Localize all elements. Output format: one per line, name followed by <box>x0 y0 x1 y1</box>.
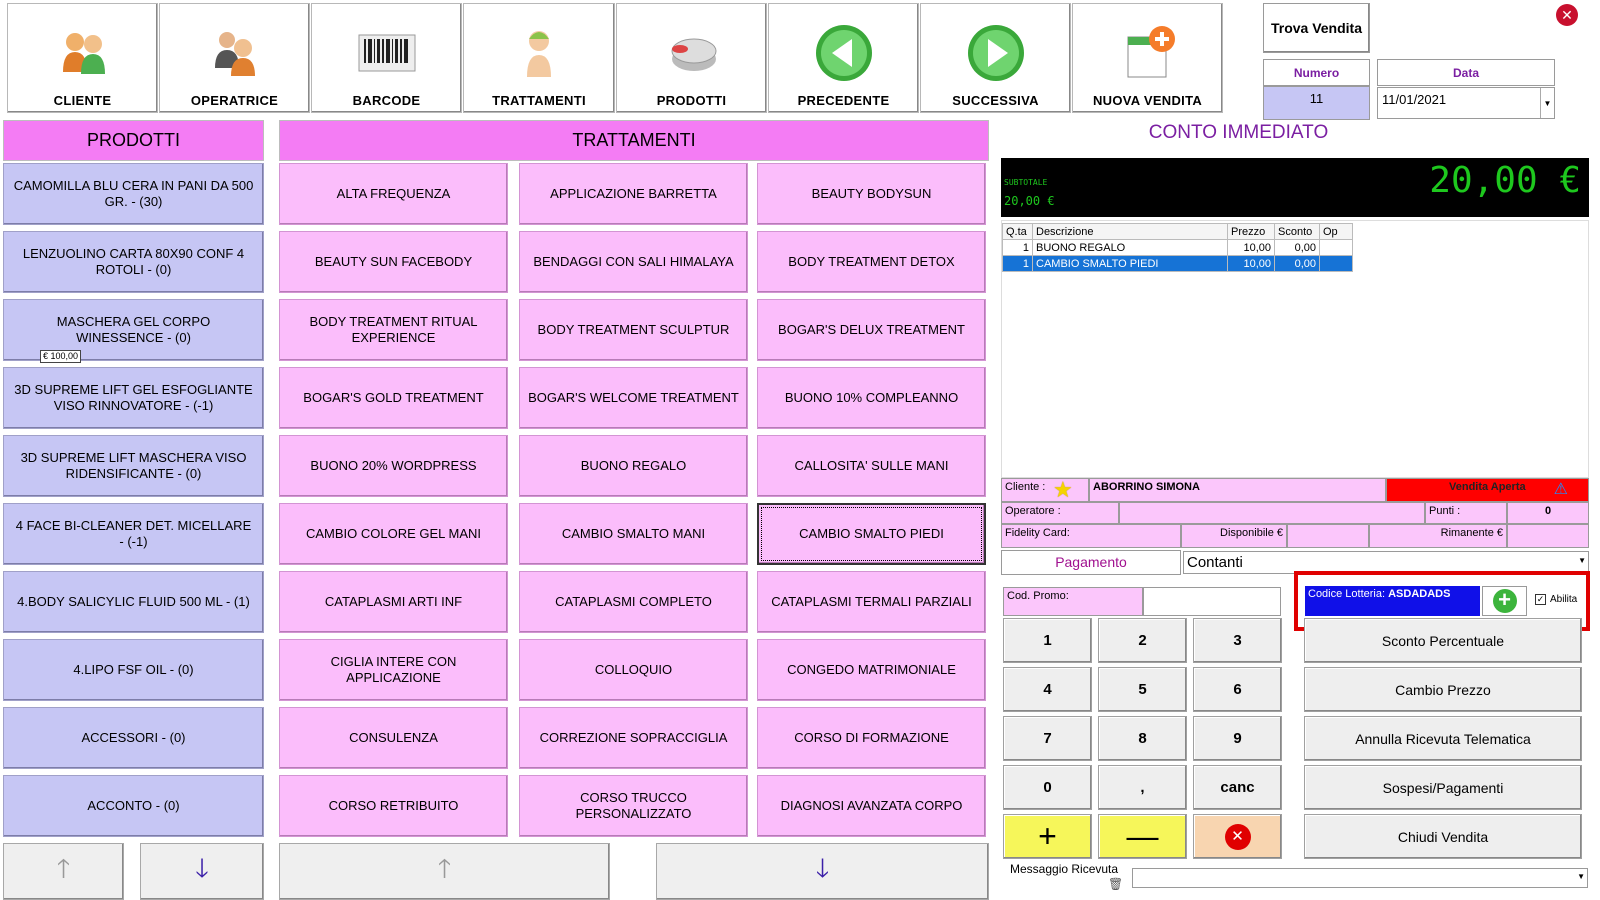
product-label: 4 FACE BI-CLEANER DET. MICELLARE - (-1) <box>15 518 252 549</box>
treatment-button[interactable] <box>519 163 748 225</box>
cliente-label: Cliente : <box>1005 481 1046 493</box>
trattamenti-button[interactable] <box>463 3 615 113</box>
trattamenti-label: TRATTAMENTI <box>492 93 586 108</box>
treatment-icon <box>504 18 574 88</box>
arrow-up-icon: 🡑 <box>56 852 71 883</box>
sospesi-pagamenti-button[interactable]: Sospesi/Pagamenti <box>1304 765 1582 810</box>
plus-button[interactable] <box>1003 814 1092 859</box>
rimanente-label: Rimanente € <box>1440 527 1503 539</box>
treatment-button[interactable] <box>279 639 508 701</box>
fidelity-label: Fidelity Card: <box>1005 527 1070 539</box>
treatment-button[interactable] <box>757 707 986 769</box>
key-9[interactable]: 9 <box>1193 716 1282 761</box>
sale-table-header <box>1003 224 1353 240</box>
treatment-label: APPLICAZIONE BARRETTA <box>550 186 717 201</box>
lotteria-field[interactable] <box>1305 586 1480 616</box>
col-prezzo: Prezzo <box>1228 224 1275 240</box>
punti-value: 0 <box>1507 502 1589 524</box>
promo-label: Cod. Promo: <box>1007 590 1069 602</box>
treatment-button[interactable] <box>519 299 748 361</box>
new-sale-icon <box>1113 18 1183 88</box>
abilita-checkbox[interactable] <box>1535 594 1577 605</box>
price-tag: € 100,00 <box>40 350 81 363</box>
treatment-label: CALLOSITA' SULLE MANI <box>794 458 949 473</box>
cliente-field[interactable]: ABORRINO SIMONA <box>1089 478 1386 502</box>
trova-vendita-label: Trova Vendita <box>1270 20 1363 36</box>
rimanente-label-box <box>1369 524 1507 548</box>
treatment-label: CONSULENZA <box>349 730 438 745</box>
next-icon <box>961 18 1031 88</box>
product-label: LENZUOLINO CARTA 80X90 CONF 4 ROTOLI - (0) <box>22 246 245 277</box>
treatment-button[interactable] <box>279 707 508 769</box>
lotteria-label: Codice Lotteria: <box>1308 588 1386 600</box>
barcode-button[interactable] <box>311 3 462 113</box>
treatment-button[interactable] <box>519 231 748 293</box>
treatment-button[interactable] <box>519 571 748 633</box>
key-3[interactable]: 3 <box>1193 618 1282 663</box>
operatore-label-box <box>1001 502 1119 524</box>
col-sconto: Sconto <box>1275 224 1320 240</box>
treatment-label: CORSO DI FORMAZIONE <box>794 730 949 745</box>
client-icon <box>48 18 118 88</box>
treatment-button[interactable] <box>757 231 986 293</box>
punti-label-box <box>1425 502 1507 524</box>
treatment-button[interactable] <box>519 775 748 837</box>
cliente-label-box <box>1001 478 1089 502</box>
key-7[interactable]: 7 <box>1003 716 1092 761</box>
trova-vendita-button[interactable] <box>1263 3 1370 53</box>
product-label: MASCHERA GEL CORPO WINESSENCE - (0) <box>56 314 211 345</box>
key-2[interactable]: 2 <box>1098 618 1187 663</box>
lotteria-value: ASDADADS <box>1388 588 1451 600</box>
arrow-down-icon: 🡓 <box>815 852 830 883</box>
key-0[interactable]: 0 <box>1003 765 1092 810</box>
treatment-label: CAMBIO SMALTO MANI <box>561 526 706 541</box>
lotteria-add-button[interactable] <box>1482 586 1527 616</box>
messaggio-label: Messaggio Ricevuta <box>1010 862 1119 876</box>
table-row[interactable] <box>1003 240 1353 256</box>
disponibile-value <box>1287 524 1369 548</box>
key-8[interactable]: 8 <box>1098 716 1187 761</box>
cliente-button[interactable] <box>7 3 158 113</box>
cell-sconto: 0,00 <box>1275 256 1320 272</box>
numero-label: Numero <box>1263 59 1370 86</box>
operatore-field[interactable] <box>1119 502 1425 524</box>
barcode-label: BARCODE <box>352 93 421 108</box>
table-row-selected[interactable] <box>1003 256 1353 272</box>
checkbox-icon: ✓ <box>1536 594 1545 604</box>
total-display <box>1001 158 1589 217</box>
data-label: Data <box>1377 59 1555 86</box>
status-badge <box>1386 478 1589 502</box>
treatment-label: BODY TREATMENT DETOX <box>788 254 955 269</box>
treatment-label: CIGLIA INTERE CON APPLICAZIONE <box>330 654 457 685</box>
treatments-scroll-down-button[interactable] <box>656 843 989 900</box>
treatment-label: CORSO RETRIBUITO <box>328 798 459 813</box>
cell-prezzo: 10,00 <box>1228 240 1275 256</box>
treatment-button[interactable] <box>757 639 986 701</box>
data-field[interactable] <box>1377 87 1555 119</box>
prodotti-button[interactable] <box>616 3 767 113</box>
product-label: ACCESSORI - (0) <box>81 730 186 745</box>
status-label: Vendita Aperta <box>1449 481 1526 493</box>
treatment-button[interactable] <box>757 299 986 361</box>
operatore-label: Operatore : <box>1005 505 1061 517</box>
treatment-button[interactable] <box>279 571 508 633</box>
col-op: Op <box>1320 224 1353 240</box>
annulla-ricevuta-button[interactable]: Annulla Ricevuta Telematica <box>1304 716 1582 761</box>
add-icon: + <box>1493 589 1517 613</box>
cell-op <box>1320 256 1353 272</box>
pagamento-label: Pagamento <box>1001 550 1181 575</box>
warning-icon: ⚠ <box>1553 481 1568 498</box>
successiva-label: SUCCESSIVA <box>952 93 1039 108</box>
total-amount: 20,00 € <box>1429 160 1581 201</box>
treatment-button[interactable] <box>757 163 986 225</box>
operatrice-label: OPERATRICE <box>190 93 279 108</box>
nuova-vendita-button[interactable] <box>1072 3 1223 113</box>
precedente-button[interactable] <box>768 3 919 113</box>
treatment-label: BODY TREATMENT RITUAL EXPERIENCE <box>309 314 478 345</box>
date-dropdown-icon[interactable]: ▼ <box>1540 88 1554 118</box>
treatment-label: COLLOQUIO <box>594 662 673 677</box>
key-4[interactable]: 4 <box>1003 667 1092 712</box>
treatment-button[interactable] <box>519 639 748 701</box>
products-icon <box>657 18 727 88</box>
product-label: CAMOMILLA BLU CERA IN PANI DA 500 GR. - (30) <box>13 178 254 209</box>
product-button[interactable] <box>3 775 264 837</box>
prodotti-label: PRODOTTI <box>656 93 727 108</box>
treatments-scroll-up-button[interactable] <box>279 843 610 900</box>
subtotale-label: SUBTOTALE <box>1004 178 1048 187</box>
minus-icon: — <box>1126 818 1159 854</box>
treatment-button[interactable] <box>279 435 508 497</box>
treatment-button[interactable] <box>279 163 508 225</box>
key-canc[interactable]: canc <box>1193 765 1282 810</box>
successiva-button[interactable] <box>920 3 1071 113</box>
subtotale-value: 20,00 € <box>1004 194 1055 208</box>
treatment-label: BOGAR'S GOLD TREATMENT <box>303 390 484 405</box>
product-button[interactable] <box>3 299 264 361</box>
treatment-label: BEAUTY SUN FACEBODY <box>314 254 473 269</box>
sale-table <box>1002 223 1353 272</box>
cell-descrizione: BUONO REGALO <box>1033 240 1228 256</box>
treatment-label: BODY TREATMENT SCULPTUR <box>537 322 730 337</box>
treatment-button[interactable] <box>757 571 986 633</box>
cell-sconto: 0,00 <box>1275 240 1320 256</box>
treatment-label: CAMBIO COLORE GEL MANI <box>305 526 482 541</box>
product-button[interactable] <box>3 639 264 701</box>
messaggio-select[interactable] <box>1132 868 1588 888</box>
treatment-button[interactable] <box>519 503 748 565</box>
treatment-label: BEAUTY BODYSUN <box>811 186 932 201</box>
precedente-label: PRECEDENTE <box>797 93 890 108</box>
cell-qta: 1 <box>1003 256 1033 272</box>
cell-descrizione: CAMBIO SMALTO PIEDI <box>1033 256 1228 272</box>
treatment-label: CATAPLASMI COMPLETO <box>555 594 712 609</box>
chevron-down-icon[interactable]: ▼ <box>1578 556 1586 565</box>
chevron-down-icon[interactable]: ▼ <box>1577 872 1585 881</box>
product-button[interactable] <box>3 367 264 429</box>
cliente-label: CLIENTE <box>53 93 112 108</box>
col-qta: Q.ta <box>1003 224 1033 240</box>
cell-op <box>1320 240 1353 256</box>
trash-icon[interactable]: 🗑 <box>1108 877 1124 891</box>
treatment-label: CATAPLASMI ARTI INF <box>324 594 463 609</box>
treatment-button-selected[interactable] <box>757 503 986 565</box>
numero-field[interactable]: 11 <box>1263 86 1370 120</box>
key-5[interactable]: 5 <box>1098 667 1187 712</box>
products-scroll-down-button[interactable] <box>140 843 264 900</box>
sconto-percentuale-button[interactable]: Sconto Percentuale <box>1304 618 1582 663</box>
disponibile-label-box <box>1181 524 1287 548</box>
abilita-label: Abilita <box>1550 594 1578 605</box>
nuova-vendita-label: NUOVA VENDITA <box>1092 93 1203 108</box>
treatment-label: BOGAR'S DELUX TREATMENT <box>778 322 965 337</box>
treatment-button[interactable] <box>757 367 986 429</box>
key-6[interactable]: 6 <box>1193 667 1282 712</box>
treatment-button[interactable] <box>279 775 508 837</box>
cambio-prezzo-button[interactable]: Cambio Prezzo <box>1304 667 1582 712</box>
data-value: 11/01/2021 <box>1382 92 1447 107</box>
cancel-button[interactable] <box>1193 814 1282 859</box>
key-1[interactable]: 1 <box>1003 618 1092 663</box>
treatment-label: BUONO 10% COMPLEANNO <box>784 390 959 405</box>
treatment-label: BENDAGGI CON SALI HIMALAYA <box>533 254 734 269</box>
fidelity-label-box <box>1001 524 1181 548</box>
plus-icon: + <box>1038 818 1057 854</box>
close-icon[interactable]: ✕ <box>1556 4 1578 26</box>
treatment-button[interactable] <box>519 435 748 497</box>
product-label: 3D SUPREME LIFT GEL ESFOGLIANTE VISO RINNOVATORE - (-1) <box>14 382 253 413</box>
cell-qta: 1 <box>1003 240 1033 256</box>
prodotti-header: PRODOTTI <box>3 120 264 161</box>
treatment-button[interactable] <box>757 775 986 837</box>
col-descrizione: Descrizione <box>1033 224 1228 240</box>
product-label: 4.LIPO FSF OIL - (0) <box>73 662 194 677</box>
treatment-button[interactable] <box>519 707 748 769</box>
product-button[interactable] <box>3 231 264 293</box>
product-label: 3D SUPREME LIFT MASCHERA VISO RIDENSIFICANTE - (0) <box>20 450 247 481</box>
treatment-button[interactable] <box>757 435 986 497</box>
treatment-button[interactable] <box>519 367 748 429</box>
arrow-up-icon: 🡑 <box>437 852 452 883</box>
trattamenti-header: TRATTAMENTI <box>279 120 989 161</box>
treatment-label: CORREZIONE SOPRACCIGLIA <box>539 730 728 745</box>
treatment-label: BUONO REGALO <box>580 458 687 473</box>
treatment-label: ALTA FREQUENZA <box>336 186 451 201</box>
treatment-label: CAMBIO SMALTO PIEDI <box>799 526 944 541</box>
product-button[interactable] <box>3 571 264 633</box>
treatment-label: CONGEDO MATRIMONIALE <box>787 662 956 677</box>
previous-icon <box>809 18 879 88</box>
product-label: 4.BODY SALICYLIC FLUID 500 ML - (1) <box>17 594 250 609</box>
product-button[interactable] <box>3 435 264 497</box>
treatment-label: DIAGNOSI AVANZATA CORPO <box>780 798 963 813</box>
operatrice-button[interactable] <box>159 3 310 113</box>
treatment-label: CATAPLASMI TERMALI PARZIALI <box>771 594 972 609</box>
treatment-label: CORSO TRUCCO PERSONALIZZATO <box>575 790 692 821</box>
chiudi-vendita-button[interactable]: Chiudi Vendita <box>1304 814 1582 859</box>
arrow-down-icon: 🡓 <box>195 852 209 883</box>
cell-prezzo: 10,00 <box>1228 256 1275 272</box>
conto-immediato-title: CONTO IMMEDIATO <box>1148 122 1329 143</box>
rimanente-value <box>1507 524 1589 548</box>
treatment-button[interactable] <box>279 299 508 361</box>
disponibile-label: Disponibile € <box>1220 527 1283 539</box>
punti-label: Punti : <box>1429 505 1461 517</box>
operator-icon <box>200 18 270 88</box>
treatment-label: BOGAR'S WELCOME TREATMENT <box>528 390 739 405</box>
cancel-icon: ✕ <box>1225 824 1251 850</box>
minus-button[interactable] <box>1098 814 1187 859</box>
barcode-icon <box>352 18 422 88</box>
treatment-button[interactable] <box>279 231 508 293</box>
treatment-label: BUONO 20% WORDPRESS <box>310 458 477 473</box>
star-icon[interactable]: ★ <box>1053 477 1073 502</box>
product-button[interactable] <box>3 163 264 225</box>
treatment-button[interactable] <box>279 503 508 565</box>
promo-label-box <box>1003 587 1143 616</box>
product-button[interactable] <box>3 707 264 769</box>
treatment-button[interactable] <box>279 367 508 429</box>
pagamento-value: Contanti <box>1187 554 1243 571</box>
key-comma[interactable]: , <box>1098 765 1187 810</box>
product-label: ACCONTO - (0) <box>87 798 180 813</box>
products-scroll-up-button[interactable] <box>3 843 124 900</box>
promo-input[interactable] <box>1143 587 1281 616</box>
product-button[interactable] <box>3 503 264 565</box>
